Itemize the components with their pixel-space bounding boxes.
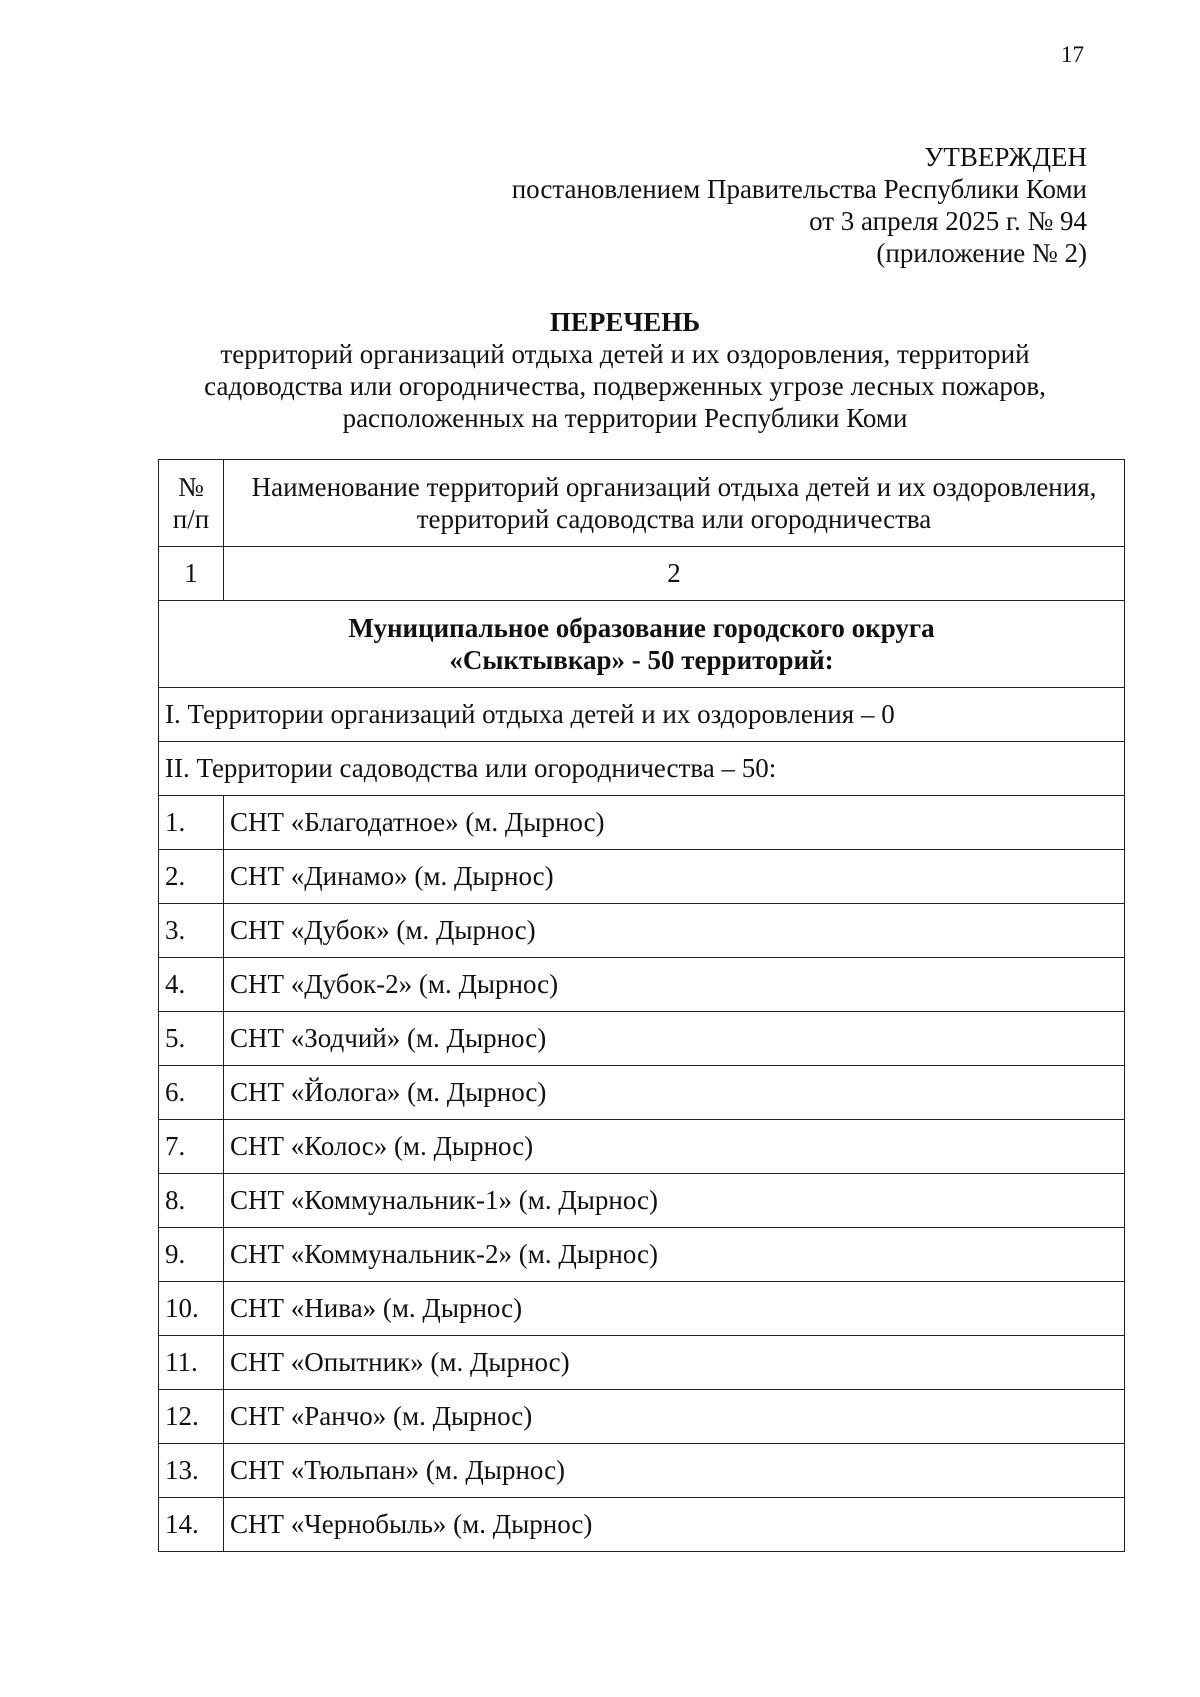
table-row [159,1228,1125,1282]
row-territory-name: СНТ «Нива» (м. Дырнос) [224,1282,1125,1336]
row-territory-name: СНТ «Коммунальник-2» (м. Дырнос) [224,1228,1125,1282]
table-row [159,1282,1125,1336]
header-number-abbrev: п/п [172,504,210,534]
row-number: 4. [159,958,224,1012]
table-row [159,1498,1125,1552]
table-row [159,1444,1125,1498]
table-row [159,850,1125,904]
table-row [159,1066,1125,1120]
section-heading-row [159,601,1125,688]
table-row [159,1012,1125,1066]
header-name-cell [224,460,1125,547]
approval-line-date: от 3 апреля 2025 г. № 94 [809,206,1087,236]
row-territory-name: СНТ «Благодатное» (м. Дырнос) [224,796,1125,850]
row-number: 1. [159,796,224,850]
row-number: 9. [159,1228,224,1282]
row-number: 2. [159,850,224,904]
approval-line-issuer: постановлением Правительства Республики Коми [511,174,1087,204]
row-number: 8. [159,1174,224,1228]
document-title: ПЕРЕЧЕНЬ [549,307,701,337]
group-row-gardening [159,742,1125,796]
row-territory-name: СНТ «Динамо» (м. Дырнос) [224,850,1125,904]
document-subtitle-line-3: расположенных на территории Республики Коми [342,403,908,433]
row-number: 12. [159,1390,224,1444]
table-row [159,958,1125,1012]
table-row [159,1390,1125,1444]
row-number: 10. [159,1282,224,1336]
group-children-camps-label: I. Территории организаций отдыха детей и их оздоровления – 0 [159,688,1125,742]
row-territory-name: СНТ «Чернобыль» (м. Дырнос) [224,1498,1125,1552]
table-row [159,904,1125,958]
row-territory-name: СНТ «Йолога» (м. Дырнос) [224,1066,1125,1120]
header-number-cell [159,460,224,547]
header-name-line-2: территорий садоводства или огородничества [416,504,932,534]
table-row [159,1120,1125,1174]
document-subtitle-line-2: садоводства или огородничества, подверженных угрозе лесных пожаров, [204,371,1046,401]
document-subtitle-line-1: территорий организаций отдыха детей и их оздоровления, территорий [220,339,1030,369]
row-territory-name: СНТ «Коммунальник-1» (м. Дырнос) [224,1174,1125,1228]
territory-table [158,459,1125,1552]
row-number: 7. [159,1120,224,1174]
group-row-children-camps [159,688,1125,742]
section-heading-line-1: Муниципальное образование городского округа [348,613,935,643]
approval-line-appendix: (приложение № 2) [876,238,1087,268]
row-number: 14. [159,1498,224,1552]
table-row [159,796,1125,850]
column-number-row [159,547,1125,601]
row-territory-name: СНТ «Тюльпан» (м. Дырнос) [224,1444,1125,1498]
row-territory-name: СНТ «Зодчий» (м. Дырнос) [224,1012,1125,1066]
column-number-2: 2 [224,547,1125,601]
row-territory-name: СНТ «Дубок» (м. Дырнос) [224,904,1125,958]
group-gardening-label: II. Территории садоводства или огородничества – 50: [159,742,1125,796]
table-header-row [159,460,1125,547]
row-number: 6. [159,1066,224,1120]
header-number-symbol: № [178,472,204,502]
approval-line-approved: УТВЕРЖДЕН [924,142,1087,172]
row-number: 3. [159,904,224,958]
page-number: 17 [1061,42,1084,67]
row-number: 5. [159,1012,224,1066]
section-heading-line-2: «Сыктывкар» - 50 территорий: [449,645,834,675]
column-number-1: 1 [159,547,224,601]
row-number: 11. [159,1336,224,1390]
title-block [0,306,1200,434]
row-territory-name: СНТ «Ранчо» (м. Дырнос) [224,1390,1125,1444]
table-row [159,1336,1125,1390]
table-row [159,1174,1125,1228]
row-number: 13. [159,1444,224,1498]
section-heading-cell [159,601,1125,688]
row-territory-name: СНТ «Дубок-2» (м. Дырнос) [224,958,1125,1012]
row-territory-name: СНТ «Колос» (м. Дырнос) [224,1120,1125,1174]
header-name-line-1: Наименование территорий организаций отдыха детей и их оздоровления, [251,472,1097,502]
approval-stamp [512,141,1087,269]
row-territory-name: СНТ «Опытник» (м. Дырнос) [224,1336,1125,1390]
